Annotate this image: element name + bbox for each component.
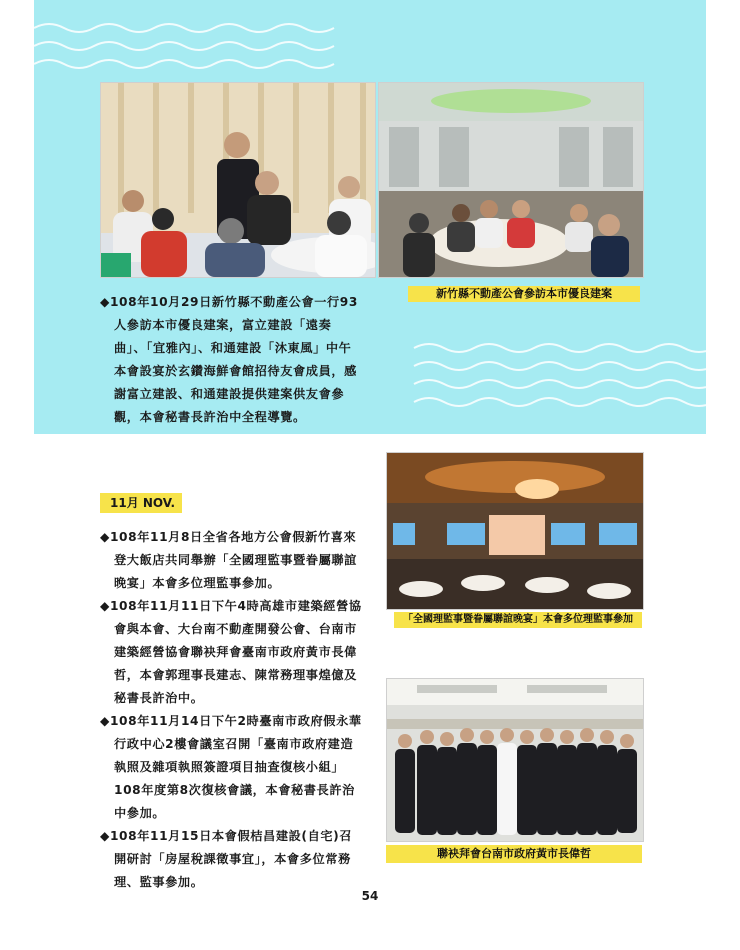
november-list — [100, 526, 362, 894]
top-paragraph — [100, 291, 362, 429]
list-item: ◆108年11月11日下午4時高雄市建築經營協會與本會、大台南不動產開發公會、台南市建築經營協會聯袂拜會臺南市政府黃市長偉哲，本會郭理事長建志、陳常務理事煌億及秘書長許治中。 — [100, 599, 362, 705]
list-item: ◆108年11月15日本會假桔昌建設(自宅)召開研討「房屋稅課徵事宜」，本會多位常務理、監事參加。 — [100, 829, 353, 889]
mayor-group-photo — [386, 678, 644, 842]
top-photo-caption: 新竹縣不動產公會參訪本市優良建案 — [408, 286, 640, 302]
page-number: 54 — [361, 889, 379, 903]
month-heading: 11月 NOV. — [100, 493, 182, 513]
speaker-lunch-photo — [100, 82, 376, 278]
list-item: ◆108年11月8日全省各地方公會假新竹喜來登大飯店共同舉辦「全國理監事暨眷屬聯誼晚宴」本會多位理監事參加。 — [100, 530, 357, 590]
visit-description: ◆108年10月29日新竹縣不動產公會一行93人參訪本市優良建案，富立建設「遠奏曲」、「宜雅內」、和通建設「沐東風」中午本會設宴於玄鑽海鮮會館招待友會成員，感謝富立建設、和通建設提供建案供友會參觀，本會秘書長許治中全程導覽。 — [100, 295, 358, 424]
banquet-hall-photo — [378, 82, 644, 278]
banquet-screens-photo — [386, 452, 644, 610]
banquet-caption: 「全國理監事暨眷屬聯誼晚宴」本會多位理監事參加 — [394, 612, 642, 628]
list-item: ◆108年11月14日下午2時臺南市政府假永華行政中心2樓會議室召開「臺南市政府建造執照及雜項執照簽證項目抽查復核小組」108年度第8次復核會議，本會秘書長許治中參加。 — [100, 714, 362, 820]
mayor-caption: 聯袂拜會台南市政府黃市長偉哲 — [386, 845, 642, 863]
